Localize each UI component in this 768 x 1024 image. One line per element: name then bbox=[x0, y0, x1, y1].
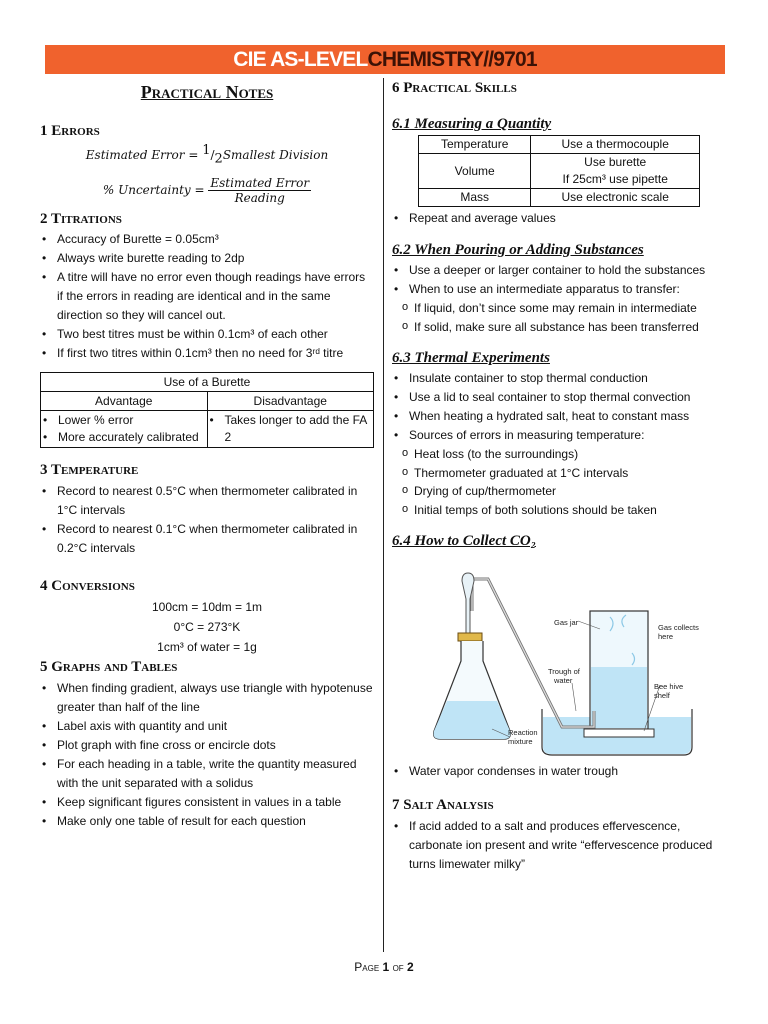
list-item: • If first two titres within 0.1cm³ then no need for 3ʳᵈ titre bbox=[40, 344, 374, 363]
measuring-heading: 6.1 Measuring a Quantity bbox=[392, 116, 552, 132]
banner-course: CIE AS-LEVEL bbox=[233, 48, 368, 71]
method-cell: Use electronic scale bbox=[531, 189, 700, 207]
measuring-notes bbox=[392, 209, 732, 228]
list-item: • Use a deeper or larger container to hold the substances bbox=[392, 261, 732, 280]
estimated-error-rhs: Smallest Division bbox=[222, 148, 329, 162]
list-item: • When heating a hydrated salt, heat to constant mass bbox=[392, 407, 732, 426]
table-row bbox=[419, 154, 700, 189]
uncertainty-fraction bbox=[208, 176, 311, 205]
beehive-shelf bbox=[584, 729, 654, 737]
list-item: • When to use an intermediate apparatus to transfer: bbox=[392, 280, 732, 299]
page-footer bbox=[0, 960, 768, 974]
list-item: o Heat loss (to the surroundings) bbox=[392, 445, 732, 464]
measuring-table bbox=[418, 135, 700, 207]
thermal-heading: 6.3 Thermal Experiments bbox=[392, 350, 550, 366]
reaction-mixture bbox=[434, 701, 511, 739]
conversion-line: 0°C = 273°K bbox=[173, 620, 241, 635]
pouring-heading: 6.2 When Pouring or Adding Substances bbox=[392, 242, 644, 258]
label-beehive: Bee hive bbox=[654, 682, 684, 691]
list-item: • Make only one table of result for each question bbox=[40, 812, 374, 831]
list-item: • Takes longer to add the FA 2 bbox=[208, 412, 374, 446]
list-item: • Keep significant figures consistent in values in a table bbox=[40, 793, 374, 812]
list-item: o Thermometer graduated at 1°C intervals bbox=[392, 464, 732, 483]
temperature-list bbox=[40, 482, 374, 558]
conversion-line: 1cm³ of water = 1g bbox=[157, 640, 257, 655]
gas-jar-water bbox=[591, 667, 647, 728]
disadvantage-cell bbox=[207, 411, 374, 448]
method-line: Use burette bbox=[584, 155, 647, 169]
advantage-header: Advantage bbox=[41, 392, 208, 411]
conversions-heading: 4 Conversions bbox=[40, 578, 135, 595]
label-line bbox=[572, 683, 576, 711]
thermal-sublist bbox=[392, 445, 732, 519]
graphs-list bbox=[40, 679, 374, 831]
salt-list bbox=[392, 817, 732, 874]
estimated-error-formula: Estimated Error = $^1/_2Smallest$ Division bbox=[85, 143, 329, 167]
list-item: • Label axis with quantity and unit bbox=[40, 717, 374, 736]
advantage-cell bbox=[41, 411, 208, 448]
temperature-heading: 3 Temperature bbox=[40, 462, 139, 479]
right-column-lower bbox=[392, 762, 732, 874]
label-reaction-mixture: mixture bbox=[508, 737, 533, 746]
list-item: o Initial temps of both solutions should be taken bbox=[392, 501, 732, 520]
salt-heading: 7 Salt Analysis bbox=[392, 797, 494, 813]
uncertainty-denominator: Reading bbox=[234, 191, 285, 206]
table-row bbox=[419, 136, 700, 154]
right-column bbox=[392, 78, 732, 550]
pouring-list bbox=[392, 261, 732, 299]
list-item: • When finding gradient, always use triangle with hypotenuse greater than half of the line bbox=[40, 679, 374, 717]
method-cell bbox=[531, 154, 700, 189]
quantity-cell: Temperature bbox=[419, 136, 531, 154]
list-item: • If acid added to a salt and produces effervescence, carbonate ion present and write “effervescence produced turns limewater milky” bbox=[392, 817, 732, 874]
list-item: • Plot graph with fine cross or encircle dots bbox=[40, 736, 374, 755]
list-item: • Repeat and average values bbox=[392, 209, 732, 228]
uncertainty-lhs: % Uncertainty = bbox=[102, 183, 209, 198]
half-denominator: 2 bbox=[214, 151, 223, 167]
label-trough: Trough of bbox=[548, 667, 580, 676]
list-item: o If solid, make sure all substance has been transferred bbox=[392, 318, 732, 337]
list-item: • Insulate container to stop thermal conduction bbox=[392, 369, 732, 388]
flask-stopper bbox=[458, 633, 482, 641]
method-line: If 25cm³ use pipette bbox=[562, 172, 668, 186]
collect-heading: 6.4 How to Collect CO₂ bbox=[392, 533, 536, 549]
page-title: Practical Notes bbox=[140, 82, 274, 102]
header-banner bbox=[45, 45, 725, 74]
label-beehive-shelf: shelf bbox=[654, 691, 670, 700]
list-item: • For each heading in a table, write the quantity measured with the unit separated with a solidus bbox=[40, 755, 374, 793]
uncertainty-formula bbox=[40, 176, 374, 205]
footer-page-label: Page bbox=[354, 960, 380, 974]
left-column bbox=[40, 78, 374, 831]
list-item: • Lower % error bbox=[41, 412, 207, 429]
footer-total-pages: 2 bbox=[407, 960, 414, 974]
list-item: o Drying of cup/thermometer bbox=[392, 482, 732, 501]
list-item: • Use a lid to seal container to stop thermal convection bbox=[392, 388, 732, 407]
pouring-sublist bbox=[392, 299, 732, 336]
banner-subject: CHEMISTRY//9701 bbox=[367, 48, 537, 71]
co2-collection-diagram bbox=[412, 571, 712, 761]
half-numerator: 1 bbox=[202, 143, 211, 158]
label-gas-collects: Gas collects bbox=[658, 623, 699, 632]
conversions-block bbox=[40, 597, 374, 657]
list-item: • Always write burette reading to 2dp bbox=[40, 249, 374, 268]
quantity-cell: Mass bbox=[419, 189, 531, 207]
list-item: • Water vapor condenses in water trough bbox=[392, 762, 732, 781]
disadvantage-header: Disadvantage bbox=[207, 392, 374, 411]
list-item: • Sources of errors in measuring temperature: bbox=[392, 426, 732, 445]
quantity-cell: Volume bbox=[419, 154, 531, 189]
titrations-heading: 2 Titrations bbox=[40, 211, 122, 228]
footer-current-page: 1 bbox=[382, 960, 390, 974]
label-trough-water: water bbox=[554, 676, 573, 685]
list-item: • Accuracy of Burette = 0.05cm³ bbox=[40, 230, 374, 249]
label-gas-jar: Gas jar bbox=[554, 618, 579, 627]
thermal-list bbox=[392, 369, 732, 445]
label-gas-collects-here: here bbox=[658, 632, 674, 641]
uncertainty-numerator: Estimated Error bbox=[210, 176, 310, 191]
burette-table-title: Use of a Burette bbox=[41, 373, 374, 392]
list-item: • Two best titres must be within 0.1cm³ of each other bbox=[40, 325, 374, 344]
table-row bbox=[419, 189, 700, 207]
list-item: • Record to nearest 0.5°C when thermometer calibrated in 1°C intervals bbox=[40, 482, 374, 520]
conversion-line: 100cm = 10dm = 1m bbox=[151, 600, 263, 615]
list-item: • A titre will have no error even though readings have errors if the errors in reading are identical and in the same direction so they will cancel out. bbox=[40, 268, 374, 325]
list-item: • More accurately calibrated bbox=[41, 429, 207, 446]
graphs-heading: 5 Graphs and Tables bbox=[40, 659, 178, 676]
errors-heading: 1 Errors bbox=[40, 123, 100, 139]
burette-table bbox=[40, 372, 374, 448]
estimated-error-lhs: Estimated Error = bbox=[85, 148, 203, 162]
column-divider bbox=[383, 78, 384, 952]
label-reaction: Reaction bbox=[508, 728, 538, 737]
collect-notes bbox=[392, 762, 732, 781]
list-item: • Record to nearest 0.1°C when thermometer calibrated in 0.2°C intervals bbox=[40, 520, 374, 558]
footer-of-label: of bbox=[392, 960, 404, 974]
list-item: o If liquid, don’t since some may remain in intermediate bbox=[392, 299, 732, 318]
practical-skills-heading: 6 Practical Skills bbox=[392, 80, 517, 96]
method-cell: Use a thermocouple bbox=[531, 136, 700, 154]
titrations-list bbox=[40, 230, 374, 363]
